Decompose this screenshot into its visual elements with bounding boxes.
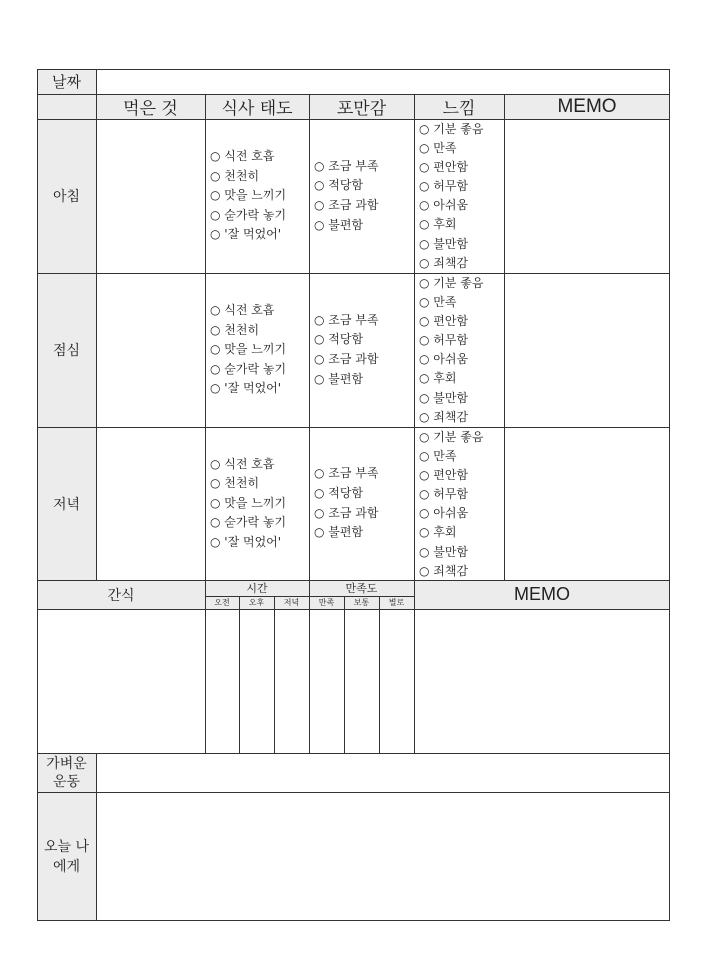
feeling-option[interactable]: ○ 후회 bbox=[419, 523, 504, 542]
fullness-option[interactable]: ○ 조금 과함 bbox=[314, 504, 414, 524]
attitude-options bbox=[205, 119, 309, 273]
feeling-option[interactable]: ○ 허무함 bbox=[419, 331, 504, 350]
column-header-memo: MEMO bbox=[557, 95, 617, 117]
snack-time-option: 오전 bbox=[214, 598, 230, 607]
fullness-option[interactable]: ○ 조금 부족 bbox=[314, 311, 414, 331]
feeling-option[interactable]: ○ 만족 bbox=[419, 293, 504, 312]
meal-memo-field[interactable] bbox=[505, 428, 669, 580]
attitude-option[interactable]: ○ 맛을 느끼기 bbox=[210, 186, 309, 206]
meal-food-field[interactable] bbox=[97, 274, 205, 427]
fullness-options bbox=[309, 273, 414, 427]
attitude-option[interactable]: ○ 숟가락 놓기 bbox=[210, 513, 309, 533]
attitude-option[interactable]: ○ '잘 먹었어' bbox=[210, 533, 309, 553]
attitude-option[interactable]: ○ '잘 먹었어' bbox=[210, 225, 309, 245]
snack-satisfaction-option: 만족 bbox=[318, 598, 335, 607]
snack-memo-field[interactable] bbox=[415, 610, 669, 753]
snack-time-pm-field[interactable] bbox=[240, 610, 274, 753]
fullness-option[interactable]: ○ 조금 부족 bbox=[314, 157, 414, 177]
meal-label: 점심 bbox=[52, 343, 81, 359]
attitude-option[interactable]: ○ 맛을 느끼기 bbox=[210, 494, 309, 514]
feeling-option[interactable]: ○ 편안함 bbox=[419, 466, 504, 485]
exercise-label: 가벼운 운동 bbox=[46, 755, 87, 790]
feeling-option[interactable]: ○ 편안함 bbox=[419, 158, 504, 177]
meal-memo-field[interactable] bbox=[505, 120, 669, 273]
grid-line bbox=[37, 920, 670, 921]
fullness-option[interactable]: ○ 조금 과함 bbox=[314, 196, 414, 216]
fullness-options bbox=[309, 119, 414, 273]
snack-memo-header: MEMO bbox=[514, 584, 570, 604]
column-header-feeling: 느낌 bbox=[442, 99, 476, 119]
fullness-option[interactable]: ○ 적당함 bbox=[314, 176, 414, 196]
fullness-option[interactable]: ○ 조금 부족 bbox=[314, 464, 414, 484]
attitude-option[interactable]: ○ 천천히 bbox=[210, 167, 309, 187]
feeling-option[interactable]: ○ 후회 bbox=[419, 215, 504, 234]
attitude-option[interactable]: ○ 식전 호흡 bbox=[210, 301, 309, 321]
meal-food-field[interactable] bbox=[97, 120, 205, 273]
fullness-option[interactable]: ○ 불편함 bbox=[314, 370, 414, 390]
attitude-option[interactable]: ○ 식전 호흡 bbox=[210, 147, 309, 167]
feeling-option[interactable]: ○ 죄책감 bbox=[419, 254, 504, 273]
attitude-option[interactable]: ○ 천천히 bbox=[210, 474, 309, 494]
feeling-option[interactable]: ○ 불만함 bbox=[419, 389, 504, 408]
fullness-options bbox=[309, 427, 414, 580]
feeling-option[interactable]: ○ 아쉬움 bbox=[419, 350, 504, 369]
snack-food-field[interactable] bbox=[38, 610, 205, 753]
feeling-option[interactable]: ○ 죄책감 bbox=[419, 562, 504, 581]
feeling-option[interactable]: ○ 만족 bbox=[419, 139, 504, 158]
feeling-option[interactable]: ○ 기분 좋음 bbox=[419, 428, 504, 447]
attitude-options bbox=[205, 273, 309, 427]
feeling-option[interactable]: ○ 불만함 bbox=[419, 543, 504, 562]
fullness-option[interactable]: ○ 불편함 bbox=[314, 216, 414, 236]
feeling-option[interactable]: ○ 불만함 bbox=[419, 235, 504, 254]
feeling-option[interactable]: ○ 아쉬움 bbox=[419, 504, 504, 523]
feeling-option[interactable]: ○ 기분 좋음 bbox=[419, 120, 504, 139]
fullness-option[interactable]: ○ 조금 과함 bbox=[314, 350, 414, 370]
attitude-options bbox=[205, 427, 309, 580]
feeling-options bbox=[414, 273, 504, 427]
attitude-option[interactable]: ○ 맛을 느끼기 bbox=[210, 340, 309, 360]
attitude-option[interactable]: ○ 식전 호흡 bbox=[210, 455, 309, 475]
fullness-option[interactable]: ○ 불편함 bbox=[314, 523, 414, 543]
feeling-option[interactable]: ○ 만족 bbox=[419, 447, 504, 466]
feeling-option[interactable]: ○ 허무함 bbox=[419, 485, 504, 504]
meal-label: 아침 bbox=[52, 189, 81, 205]
date-field[interactable] bbox=[97, 70, 669, 94]
to-me-label: 오늘 나에게 bbox=[43, 838, 90, 875]
snack-time-evening-field[interactable] bbox=[275, 610, 309, 753]
column-header-food: 먹은 것 bbox=[123, 99, 178, 119]
snack-time-am-field[interactable] bbox=[206, 610, 239, 753]
meal-food-field[interactable] bbox=[97, 428, 205, 580]
feeling-option[interactable]: ○ 허무함 bbox=[419, 177, 504, 196]
attitude-option[interactable]: ○ 숟가락 놓기 bbox=[210, 206, 309, 226]
meal-diary-form bbox=[37, 69, 670, 921]
snack-normal-field[interactable] bbox=[345, 610, 379, 753]
snack-time-label: 시간 bbox=[246, 582, 268, 595]
feeling-options bbox=[414, 119, 504, 273]
attitude-option[interactable]: ○ '잘 먹었어' bbox=[210, 379, 309, 399]
meal-memo-field[interactable] bbox=[505, 274, 669, 427]
snack-satisfied-field[interactable] bbox=[310, 610, 344, 753]
exercise-field[interactable] bbox=[97, 754, 669, 792]
column-header-fullness: 포만감 bbox=[336, 99, 387, 119]
fullness-option[interactable]: ○ 적당함 bbox=[314, 330, 414, 350]
snack-satisfaction-option: 별로 bbox=[388, 598, 405, 607]
fullness-option[interactable]: ○ 적당함 bbox=[314, 484, 414, 504]
feeling-option[interactable]: ○ 기분 좋음 bbox=[419, 274, 504, 293]
column-header-attitude: 식사 태도 bbox=[221, 99, 293, 119]
feeling-option[interactable]: ○ 후회 bbox=[419, 369, 504, 388]
grid-line bbox=[669, 69, 670, 921]
feeling-options bbox=[414, 427, 504, 580]
attitude-option[interactable]: ○ 천천히 bbox=[210, 321, 309, 341]
feeling-option[interactable]: ○ 아쉬움 bbox=[419, 196, 504, 215]
feeling-option[interactable]: ○ 편안함 bbox=[419, 312, 504, 331]
feeling-option[interactable]: ○ 죄책감 bbox=[419, 408, 504, 427]
snack-satisfaction-option: 보통 bbox=[353, 598, 370, 607]
snack-satisfaction-label: 만족도 bbox=[345, 582, 378, 595]
meal-label: 저녁 bbox=[52, 496, 81, 513]
snack-poor-field[interactable] bbox=[380, 610, 414, 753]
snack-time-option: 저녁 bbox=[283, 598, 300, 607]
snack-label: 간식 bbox=[107, 587, 135, 604]
to-me-field[interactable] bbox=[97, 793, 669, 920]
snack-time-option: 오후 bbox=[248, 598, 265, 607]
date-label: 날짜 bbox=[52, 73, 81, 91]
attitude-option[interactable]: ○ 숟가락 놓기 bbox=[210, 360, 309, 380]
